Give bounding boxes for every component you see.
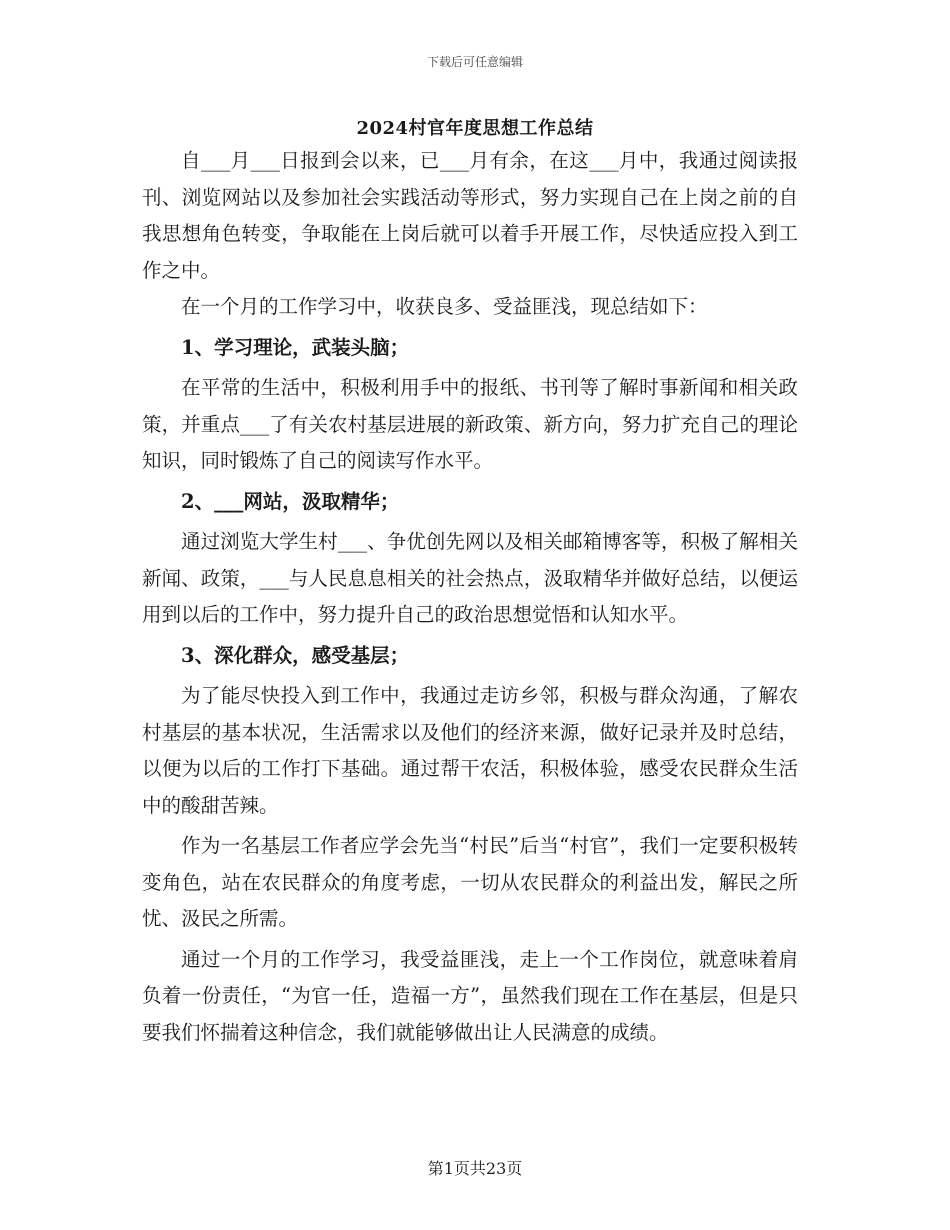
page-footer: 第1页共23页 (427, 1159, 523, 1178)
paragraph-role: 作为一名基层工作者应学会先当“村民”后当“村官”，我们一定要积极转变角色，站在农民群众的角度考虑，一切从农民群众的利益出发，解民之所忧、汲民之所需。 (142, 834, 798, 930)
document-title: 2024村官年度思想工作总结 (356, 118, 594, 139)
paragraph-section-1: 在平常的生活中，积极利用手中的报纸、书刊等了解时事新闻和相关政策，并重点___了有关农村基层进展的新政策、新方向，努力扩充自己的理论知识，同时锻炼了自己的阅读写作水平。 (142, 376, 798, 472)
section-heading-1: 1、学习理论，武装头脑； (181, 335, 410, 359)
paragraph-section-2: 通过浏览大学生村___、争优创先网以及相关邮箱博客等，积极了解相关新闻、政策，___与人民息息相关的社会热点，汲取精华并做好总结，以便运用到以后的工作中，努力提升自己的政治思想觉悟和认知水平。 (142, 530, 798, 626)
page-header: 下载后可任意编辑 (426, 55, 523, 69)
section-heading-2: 2、___网站，汲取精华； (181, 489, 400, 513)
document-body (142, 143, 798, 1051)
section-heading-3: 3、深化群众，感受基层； (181, 643, 410, 667)
paragraph-intro: 自___月___日报到会以来，已___月有余，在这___月中，我通过阅读报刊、浏览网站以及参加社会实践活动等形式，努力实现自己在上岗之前的自我思想角色转变，争取能在上岗后就可以着手开展工作，尽快适应投入到工作之中。 (142, 149, 798, 282)
paragraph-section-3: 为了能尽快投入到工作中，我通过走访乡邻，积极与群众沟通，了解农村基层的基本状况，生活需求以及他们的经济来源，做好记录并及时总结，以便为以后的工作打下基础。通过帮干农活，积极体验，感受农民群众生活中的酸甜苦辣。 (142, 684, 798, 817)
paragraph-summary-lead: 在一个月的工作学习中，收获良多、受益匪浅，现总结如下： (181, 295, 708, 318)
paragraph-conclusion: 通过一个月的工作学习，我受益匪浅，走上一个工作岗位，就意味着肩负着一份责任，“为官一任，造福一方”，虽然我们现在工作在基层，但是只要我们怀揣着这种信念，我们就能够做出让人民满意的成绩。 (142, 947, 798, 1044)
